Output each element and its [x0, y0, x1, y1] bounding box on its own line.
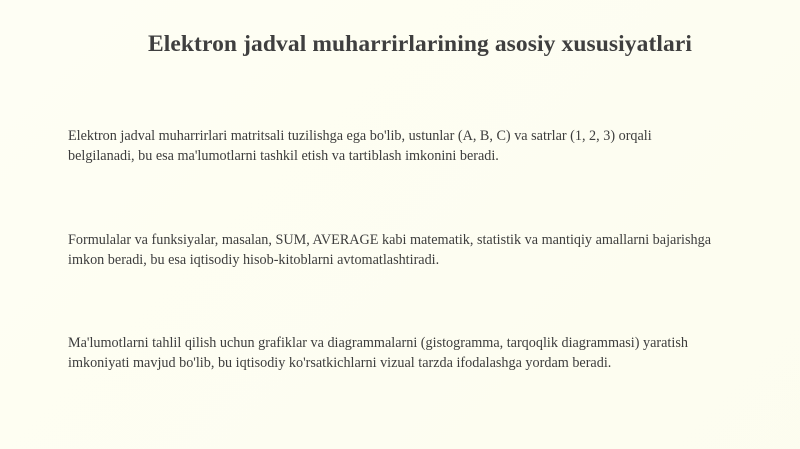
- paragraph-matrix-structure: [68, 126, 758, 166]
- paragraph-line: imkon beradi, bu esa iqtisodiy hisob-kitoblarni avtomatlashtiradi.: [68, 252, 440, 268]
- paragraph-formulas-functions: [68, 230, 758, 270]
- paragraph-line: Ma'lumotlarni tahlil qilish uchun grafiklar va diagrammalarni (gistogramma, tarqoqlik diagrammasi) yaratish: [68, 335, 688, 351]
- paragraph-charts-diagrams: [68, 333, 758, 373]
- paragraph-line: Formulalar va funksiyalar, masalan, SUM, AVERAGE kabi matematik, statistik va mantiqiy amallarni bajarishga: [68, 232, 711, 248]
- slide-title: Elektron jadval muharrirlarining asosiy xususiyatlari: [147, 31, 693, 57]
- paragraph-line: imkoniyati mavjud bo'lib, bu iqtisodiy ko'rsatkichlarni vizual tarzda ifodalashga yordam beradi.: [68, 355, 612, 371]
- paragraph-line: Elektron jadval muharrirlari matritsali tuzilishga ega bo'lib, ustunlar (A, B, C) va satrlar (1, 2, 3) orqali: [68, 128, 652, 144]
- paragraph-line: belgilanadi, bu esa ma'lumotlarni tashkil etish va tartiblash imkonini beradi.: [68, 148, 499, 164]
